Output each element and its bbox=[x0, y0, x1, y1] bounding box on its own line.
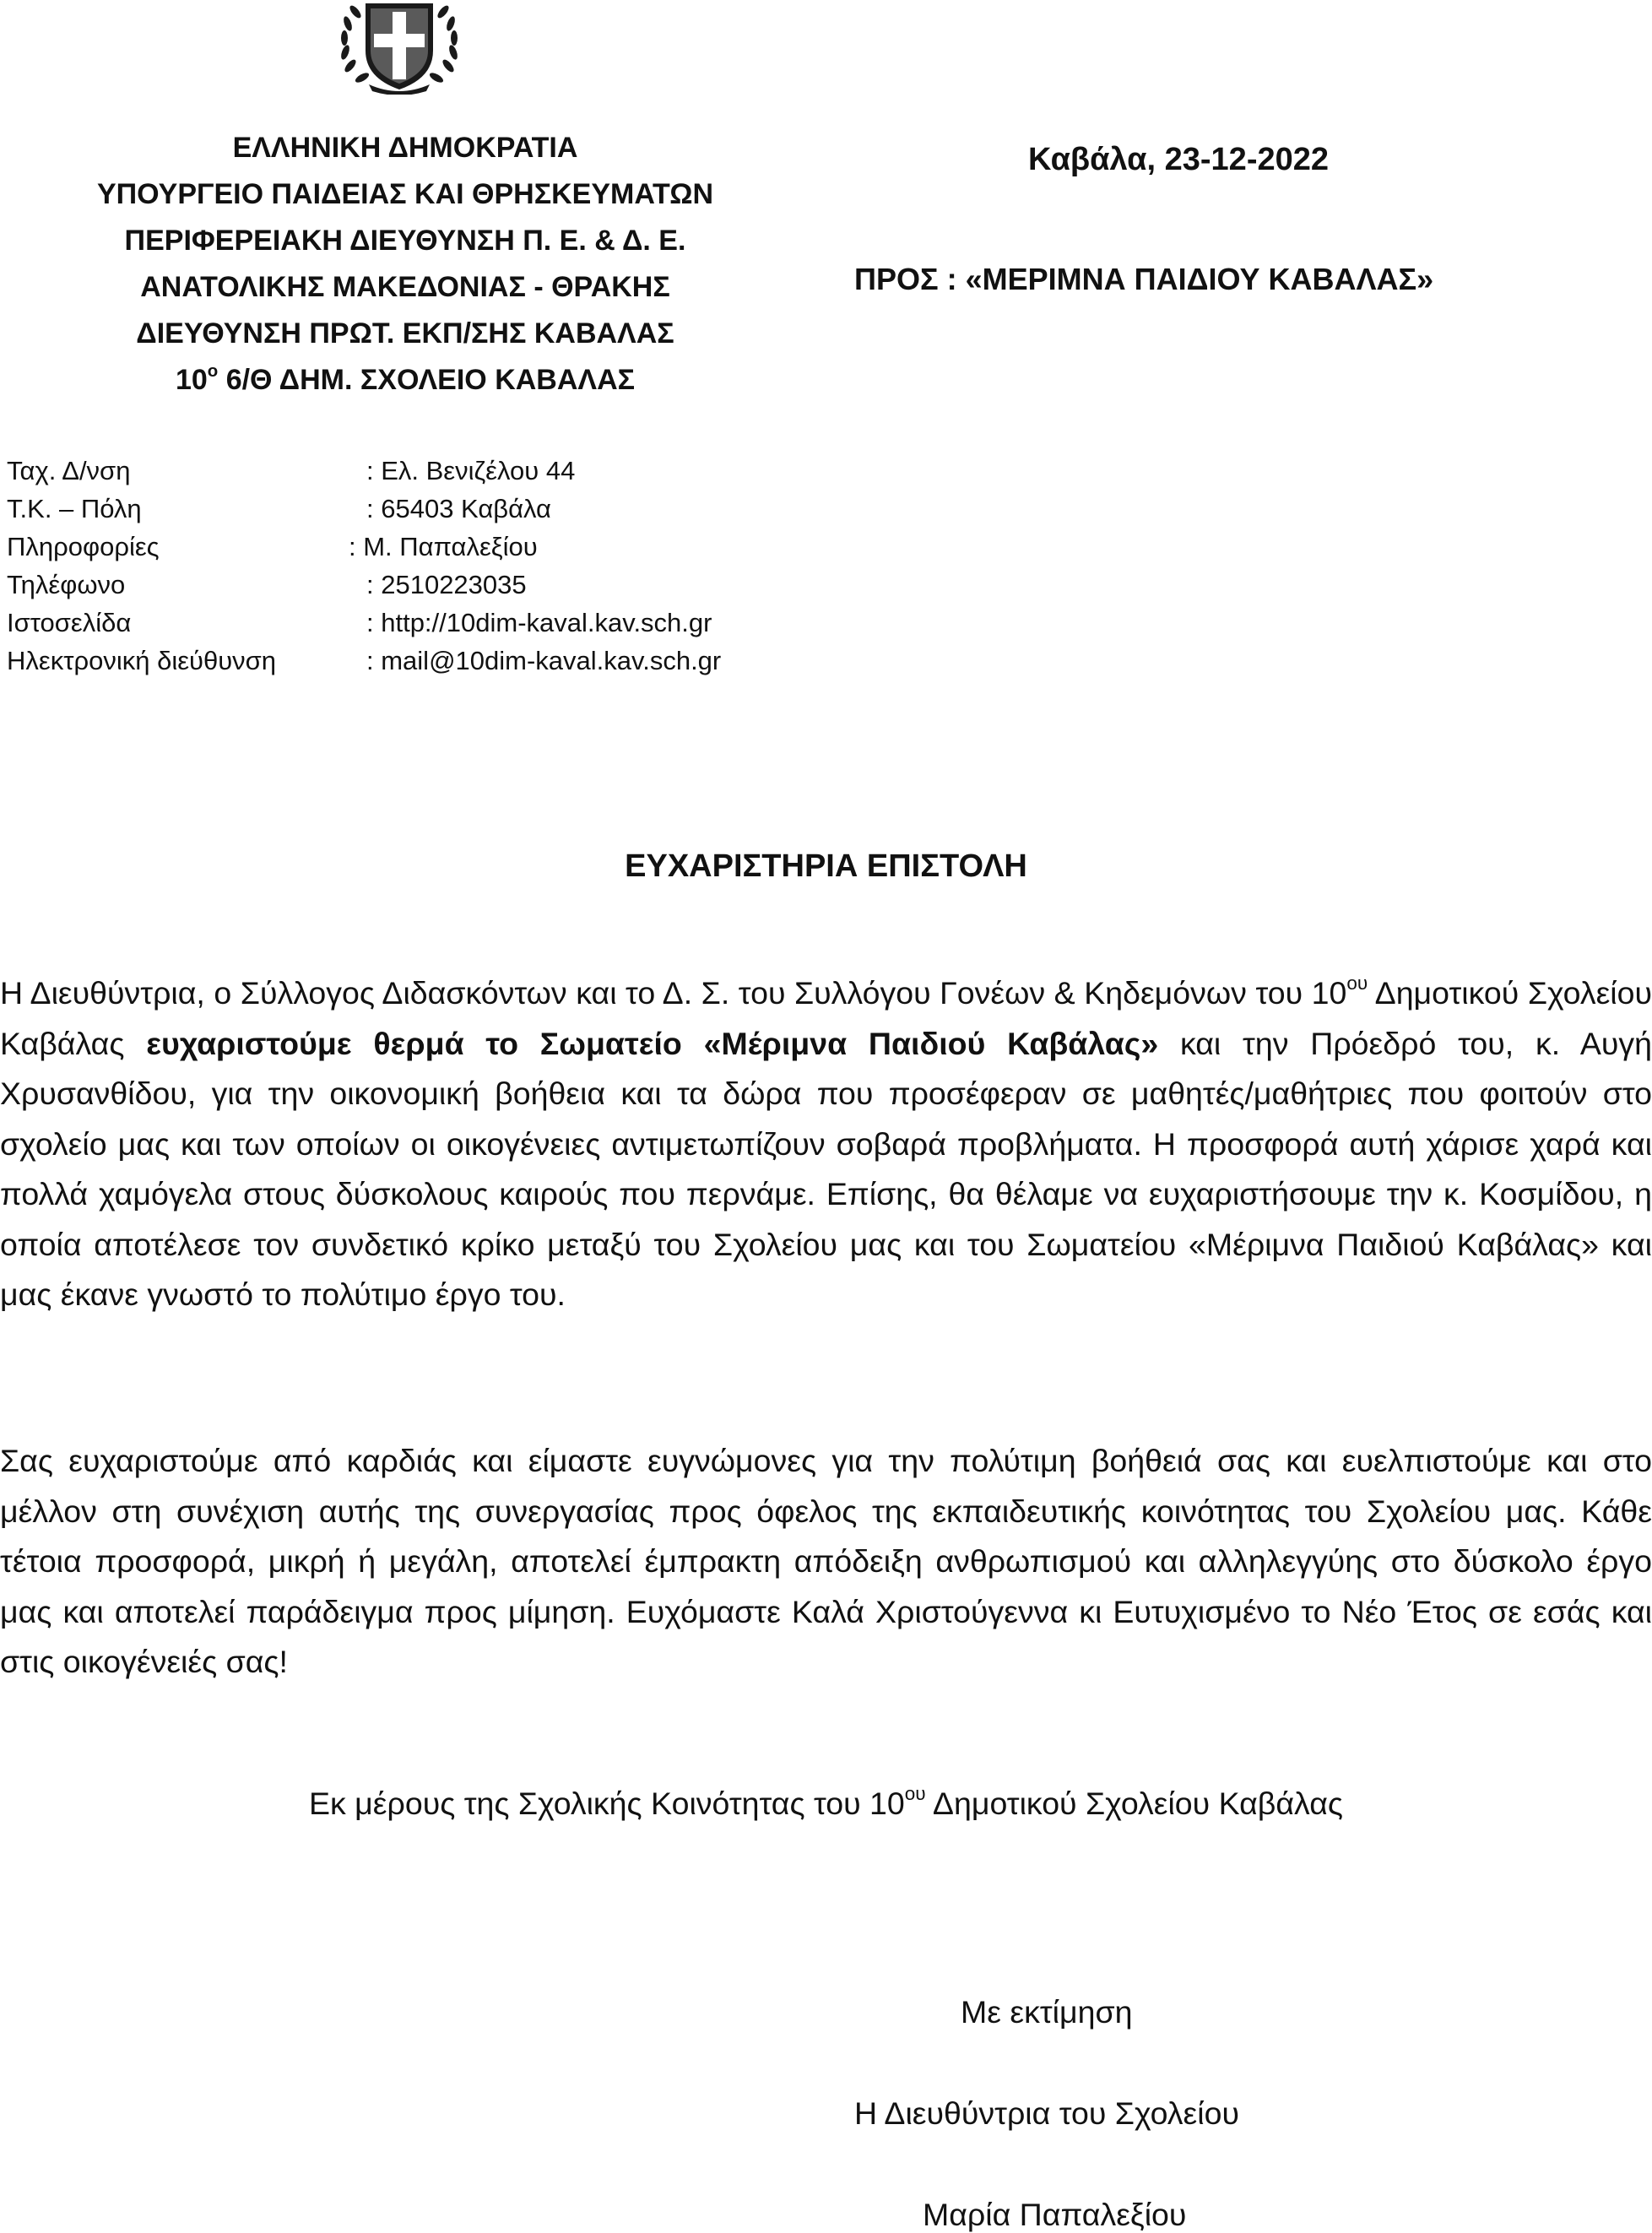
contact-value: : 65403 Καβάλα bbox=[366, 494, 551, 523]
school-number-suffix: ο bbox=[207, 361, 219, 381]
body-paragraph-2: Σας ευχαριστούμε από καρδιάς και είμαστε ευγνώμονες για την πολύτιμη βοήθειά σας και ευελπιστούμε και στο μέλλον στη συνέχιση αυτής της συνεργασίας προς όφελος της εκπαιδευτικής κοινότητας του Σχολείου μας. Κάθε τέτοια προσφορά, μικρή ή μεγάλη, αποτελεί έμπρακτη απόδειξη ανθρωπισμού και αλληλεγγύης στο δύσκολο έργο μας και αποτελεί παράδειγμα προς μίμηση. Ευχόμαστε Καλά Χριστούγεννα κι Ευτυχισμένο το Νέο Έτος σε εσάς και στις οικογένειές σας! bbox=[0, 1443, 1652, 1679]
header-line: ΑΝΑΤΟΛΙΚΗΣ ΜΑΚΕΔΟΝΙΑΣ - ΘΡΑΚΗΣ bbox=[140, 271, 670, 303]
letter-date: Καβάλα, 23-12-2022 bbox=[1028, 142, 1330, 177]
header-line: ΥΠΟΥΡΓΕΙΟ ΠΑΙΔΕΙΑΣ ΚΑΙ ΘΡΗΣΚΕΥΜΑΤΩΝ bbox=[96, 178, 714, 210]
paragraph-text: Δημοτικού Σχολείου Καβάλας bbox=[0, 975, 1652, 1061]
header-line-school bbox=[34, 357, 777, 404]
paragraph-text: Η Διευθύντρια, ο Σύλλογος Διδασκόντων και το Δ. Σ. του Συλλόγου Γονέων & Κηδεμόνων του 10 bbox=[0, 975, 1347, 1011]
letter-subject: ΕΥΧΑΡΙΣΤΗΡΙΑ ΕΠΙΣΤΟΛΗ bbox=[625, 848, 1027, 884]
closing-line bbox=[0, 1783, 1652, 1822]
signature-role: Η Διευθύντρια του Σχολείου bbox=[854, 2095, 1239, 2131]
header-line: ΕΛΛΗΝΙΚΗ ΔΗΜΟΚΡΑΤΙΑ bbox=[232, 132, 578, 164]
signature-regards: Με εκτίμηση bbox=[961, 1994, 1133, 2030]
header-line: ΠΕΡΙΦΕΡΕΙΑΚΗ ΔΙΕΥΘΥΝΣΗ Π. Ε. & Δ. Ε. bbox=[124, 225, 686, 257]
letter-recipient: ΠΡΟΣ : «ΜΕΡΙΜΝΑ ΠΑΙΔΙΟΥ ΚΑΒΑΛΑΣ» bbox=[854, 262, 1434, 296]
header-line: ΔΙΕΥΘΥΝΣΗ ΠΡΩΤ. ΕΚΠ/ΣΗΣ ΚΑΒΑΛΑΣ bbox=[136, 317, 674, 350]
contact-label: Τηλέφωνο bbox=[7, 570, 126, 599]
ordinal-suffix: ου bbox=[904, 1783, 926, 1805]
contact-value: : 2510223035 bbox=[366, 570, 527, 599]
ordinal-suffix: ου bbox=[1346, 973, 1368, 995]
contact-value: : Μ. Παπαλεξίου bbox=[349, 532, 538, 561]
paragraph-bold-text: ευχαριστούμε θερμά το Σωματείο «Μέριμνα Παιδιού Καβάλας» bbox=[146, 1025, 1159, 1061]
contact-label: Τ.Κ. – Πόλη bbox=[7, 494, 142, 523]
contact-value: : http://10dim-kaval.kav.sch.gr bbox=[366, 608, 712, 637]
contact-value: : Ελ. Βενιζέλου 44 bbox=[366, 456, 576, 485]
contact-value: : mail@10dim-kaval.kav.sch.gr bbox=[366, 646, 722, 675]
contact-label: Ηλεκτρονική διεύθυνση bbox=[7, 646, 277, 675]
contact-label: Πληροφορίες bbox=[7, 532, 160, 561]
school-name: 6/Θ ΔΗΜ. ΣΧΟΛΕΙΟ ΚΑΒΑΛΑΣ bbox=[218, 364, 636, 396]
signature-name: Μαρία Παπαλεξίου bbox=[923, 2197, 1187, 2232]
closing-text: Δημοτικού Σχολείου Καβάλας bbox=[925, 1786, 1343, 1821]
paragraph-text: και την Πρόεδρό του, κ. Αυγή Χρυσανθίδου, για την οικονομική βοήθεια και τα δώρα που προσέφεραν σε μαθητές/μαθήτριες που φοιτούν στο σχολείο μας και των οποίων οι οικογένειες αντιμετωπίζουν σοβαρά προβλήματα. Η προσφορά αυτή χάρισε χαρά και πολλά χαμόγελα στους δύσκολους καιρούς που περνάμε. Επίσης, θα θέλαμε να ευχαριστήσουμε την κ. Κοσμίδου, η οποία αποτέλεσε τον συνδετικό κρίκο μεταξύ του Σχολείου μας και του Σωματείου «Μέριμνα Παιδιού Καβάλας» και μας έκανε γνωστό το πολύτιμο έργο του. bbox=[0, 1025, 1652, 1312]
issuer-header bbox=[34, 125, 777, 404]
contact-label: Ταχ. Δ/νση bbox=[7, 456, 131, 485]
body-paragraph-1 bbox=[0, 968, 1652, 1320]
greek-emblem-logo bbox=[332, 0, 467, 95]
contact-label: Ιστοσελίδα bbox=[7, 608, 132, 637]
closing-text: Εκ μέρους της Σχολικής Κοινότητας του 10 bbox=[309, 1786, 905, 1821]
school-number: 10 bbox=[175, 364, 208, 396]
